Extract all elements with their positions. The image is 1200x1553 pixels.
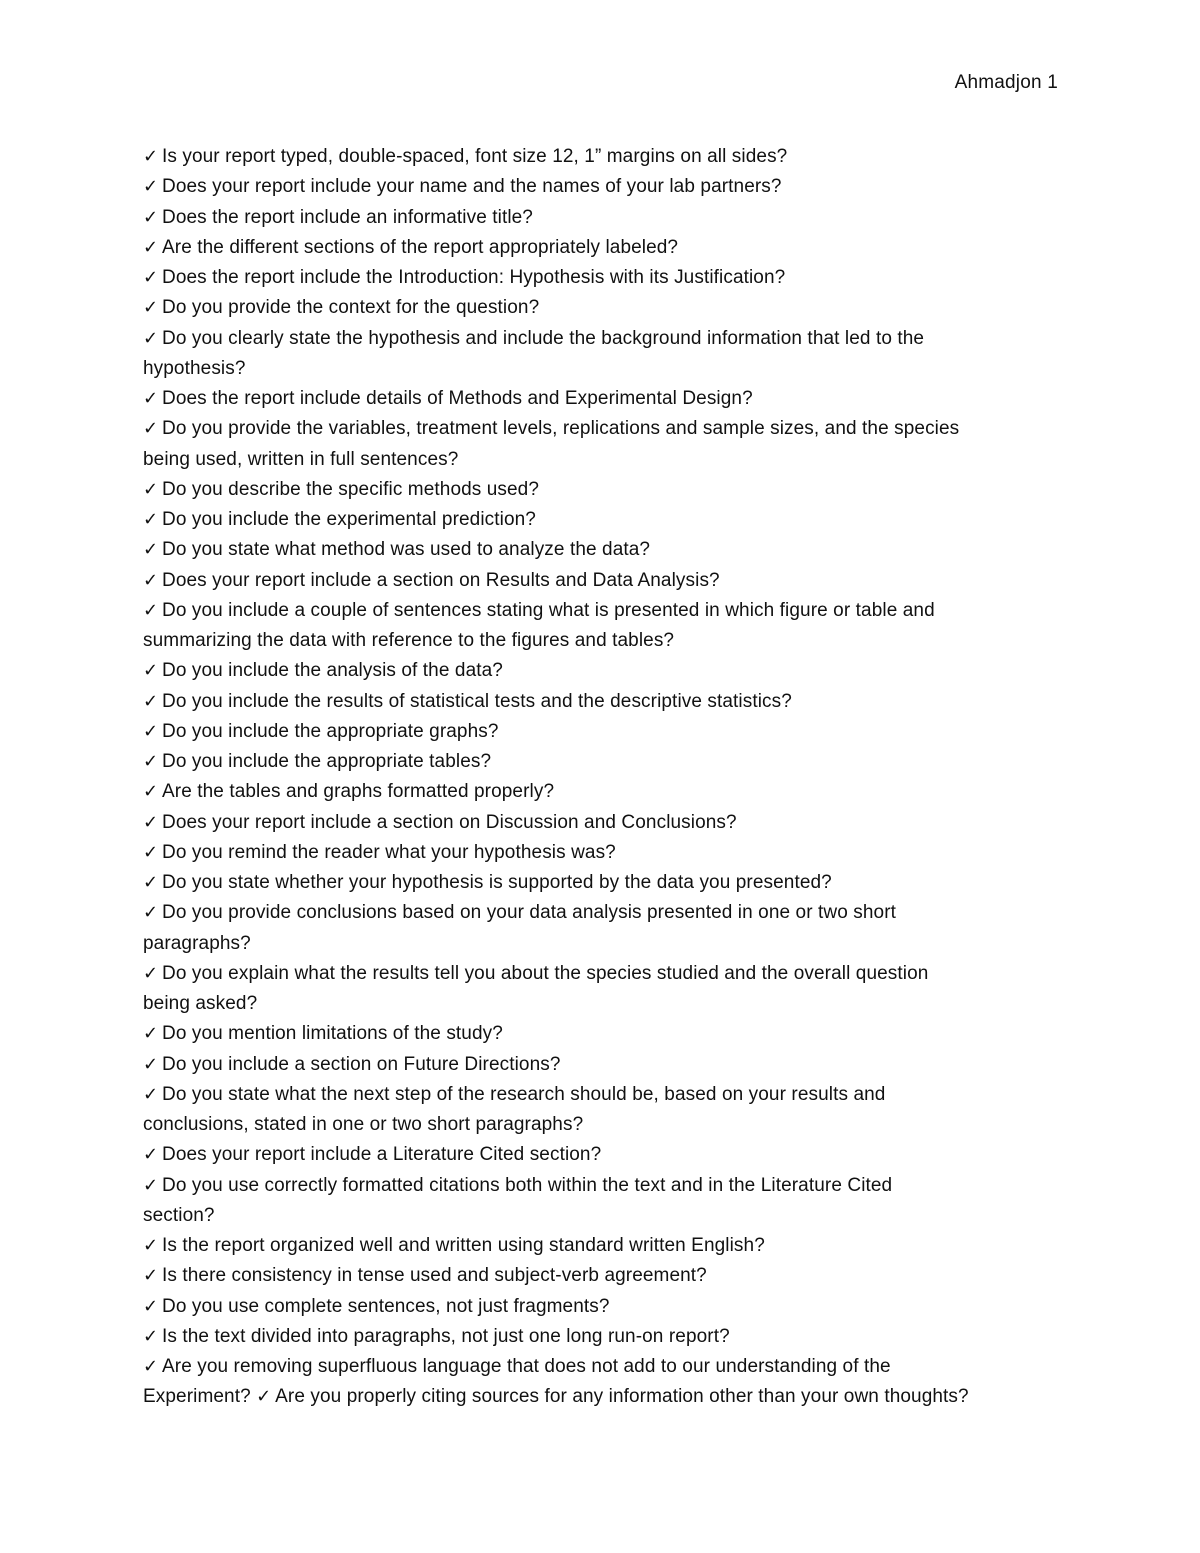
checkmark-icon: ✓	[143, 599, 159, 621]
checklist-line-text: Are you properly citing sources for any information other than your own thoughts?	[275, 1386, 969, 1408]
checklist-line	[143, 1261, 1043, 1291]
checkmark-icon: ✓	[143, 1235, 159, 1256]
checklist-line	[143, 1080, 1043, 1110]
checklist-line	[143, 868, 1043, 898]
checkmark-icon: ✓	[143, 388, 159, 409]
checklist-line-text: hypothesis?	[143, 357, 246, 379]
checkmark-icon: ✓	[143, 720, 159, 742]
checklist-line	[143, 898, 1043, 928]
checklist-line-text: Do you use correctly formatted citations both within the text and in the Literature Cited	[162, 1174, 893, 1196]
checklist-line-text: Do you include the appropriate graphs?	[162, 720, 499, 742]
checkmark-icon: ✓	[143, 841, 159, 863]
checkmark-icon: ✓	[143, 146, 159, 167]
checkmark-icon: ✓	[143, 751, 159, 772]
checklist-line-text: summarizing the data with reference to the figures and tables?	[143, 630, 675, 651]
checklist-line-text: Is the report organized well and written using standard written English?	[162, 1235, 765, 1256]
checklist-line-text: Experiment?	[143, 1386, 251, 1408]
checklist-line-text: Does the report include details of Methods and Experimental Design?	[162, 388, 753, 409]
checkmark-icon: ✓	[143, 267, 159, 288]
checklist-line-text: Is there consistency in tense used and subject-verb agreement?	[162, 1265, 707, 1287]
checkmark-icon: ✓	[143, 206, 159, 228]
checkmark-icon: ✓	[143, 1325, 159, 1347]
checklist-line	[143, 414, 1043, 444]
checkmark-icon: ✓	[143, 660, 159, 682]
checklist-line	[143, 1171, 1043, 1201]
checklist-line	[143, 1352, 1043, 1382]
checklist-line-text: Are the tables and graphs formatted properly?	[162, 781, 555, 803]
checklist-line	[143, 838, 1043, 868]
checklist-line	[143, 596, 1043, 626]
checkmark-icon: ✓	[143, 176, 159, 198]
checklist-line-text: Do you include a section on Future Directions?	[162, 1053, 561, 1075]
checklist-line	[143, 1382, 1043, 1412]
checklist-line-text: Are the different sections of the report appropriately labeled?	[162, 236, 679, 258]
checkmark-icon: ✓	[143, 1356, 159, 1377]
checklist-line	[143, 1322, 1043, 1352]
checkmark-icon: ✓	[143, 962, 159, 984]
checklist-line-text: section?	[143, 1204, 215, 1226]
checklist-line-text: Are you removing superfluous language that does not add to our understanding of the	[162, 1356, 891, 1377]
checkmark-icon: ✓	[143, 781, 159, 803]
checklist-line-text: Does your report include a section on Discussion and Conclusions?	[162, 811, 737, 833]
checklist-line	[143, 293, 1043, 323]
checklist-line-text: Does your report include a Literature Cited section?	[162, 1144, 602, 1166]
checklist-line	[143, 475, 1043, 505]
checklist-line	[143, 1019, 1043, 1049]
checkmark-icon: ✓	[143, 539, 159, 561]
checklist-line-text: Do you include the appropriate tables?	[162, 751, 492, 772]
checklist-line-text: Do you state what method was used to analyze the data?	[162, 539, 651, 561]
checklist-line-text: Do you provide the context for the question?	[162, 297, 540, 319]
checklist-line-text: Do you state whether your hypothesis is supported by the data you presented?	[162, 872, 832, 893]
checklist-line	[143, 566, 1043, 596]
checklist-line	[143, 626, 1043, 656]
checklist-line-text: Do you explain what the results tell you about the species studied and the overall question	[162, 962, 929, 984]
checklist-line	[143, 1140, 1043, 1170]
checklist-line	[143, 142, 1043, 172]
checkmark-icon: ✓	[143, 509, 159, 530]
checklist-line-text: Does the report include the Introduction: Hypothesis with its Justification?	[162, 267, 786, 288]
checkmark-icon: ✓	[143, 478, 159, 500]
checklist-line-text: Do you clearly state the hypothesis and include the background information that led to the	[162, 327, 925, 349]
checklist-line	[143, 1231, 1043, 1261]
checklist-line	[143, 989, 1043, 1019]
checklist-line	[143, 505, 1043, 535]
checkmark-icon: ✓	[143, 297, 159, 319]
checklist-line-text: being asked?	[143, 993, 258, 1014]
checklist-line	[143, 384, 1043, 414]
checklist-line-text: Do you include a couple of sentences stating what is presented in which figure or table and	[162, 599, 935, 621]
checkmark-icon: ✓	[143, 1083, 159, 1105]
checklist-line	[143, 233, 1043, 263]
checkmark-icon: ✓	[143, 811, 159, 833]
checklist-line	[143, 717, 1043, 747]
checklist-line-text: Do you mention limitations of the study?	[162, 1023, 503, 1045]
checklist-line	[143, 172, 1043, 202]
checklist-line	[143, 656, 1043, 686]
checkmark-icon: ✓	[143, 327, 159, 349]
checklist-line-text: Do you state what the next step of the research should be, based on your results and	[162, 1083, 886, 1105]
checklist-line	[143, 929, 1043, 959]
checkmark-icon: ✓	[143, 569, 159, 591]
checklist-line-text: Do you remind the reader what your hypothesis was?	[162, 841, 616, 863]
checkmark-icon: ✓	[143, 1174, 159, 1196]
checklist-line-text: Do you include the experimental prediction?	[162, 509, 536, 530]
checklist-line-text: Does your report include a section on Results and Data Analysis?	[162, 569, 720, 591]
checklist-line	[143, 445, 1043, 475]
checkmark-icon: ✓	[143, 1295, 159, 1317]
checklist-line	[143, 687, 1043, 717]
checklist-line	[143, 808, 1043, 838]
checklist-line-text: being used, written in full sentences?	[143, 448, 459, 470]
checklist-line-text: Do you include the results of statistical tests and the descriptive statistics?	[162, 690, 792, 712]
checkmark-icon: ✓	[143, 872, 159, 893]
checklist-line	[143, 263, 1043, 293]
checklist-line	[143, 1201, 1043, 1231]
checklist-line-text: Do you describe the specific methods used?	[162, 478, 540, 500]
checklist-line-text: Is your report typed, double-spaced, font size 12, 1” margins on all sides?	[162, 146, 788, 167]
checklist-line-text: Does the report include an informative title?	[162, 206, 533, 228]
checklist-line-text: conclusions, stated in one or two short paragraphs?	[143, 1114, 584, 1135]
checklist-line-text: Do you provide conclusions based on your data analysis presented in one or two short	[162, 902, 896, 924]
checkmark-icon: ✓	[143, 1023, 159, 1045]
checklist	[143, 142, 1043, 1413]
checklist-line	[143, 959, 1043, 989]
checklist-line-text: Is the text divided into paragraphs, not just one long run-on report?	[162, 1325, 730, 1347]
checklist-line	[143, 747, 1043, 777]
checklist-line-text: Do you provide the variables, treatment levels, replications and sample sizes, and the species	[162, 418, 960, 440]
checklist-line	[143, 324, 1043, 354]
checklist-line-text: Do you include the analysis of the data?	[162, 660, 503, 682]
checklist-line-text: Do you use complete sentences, not just fragments?	[162, 1295, 610, 1317]
checkmark-icon: ✓	[143, 236, 159, 258]
checklist-line	[143, 535, 1043, 565]
checklist-line	[143, 354, 1043, 384]
checklist-line	[143, 1110, 1043, 1140]
page-header: Ahmadjon 1	[954, 72, 1058, 93]
checklist-line-text: Does your report include your name and the names of your lab partners?	[162, 176, 782, 198]
checklist-line	[143, 1050, 1043, 1080]
checklist-line-text: paragraphs?	[143, 932, 251, 954]
checkmark-icon: ✓	[256, 1386, 272, 1408]
checkmark-icon: ✓	[143, 418, 159, 440]
checklist-line	[143, 1292, 1043, 1322]
checklist-line	[143, 203, 1043, 233]
checkmark-icon: ✓	[143, 690, 159, 712]
checkmark-icon: ✓	[143, 1144, 159, 1166]
checklist-line	[143, 777, 1043, 807]
checkmark-icon: ✓	[143, 902, 159, 924]
checkmark-icon: ✓	[143, 1265, 159, 1287]
checkmark-icon: ✓	[143, 1053, 159, 1075]
